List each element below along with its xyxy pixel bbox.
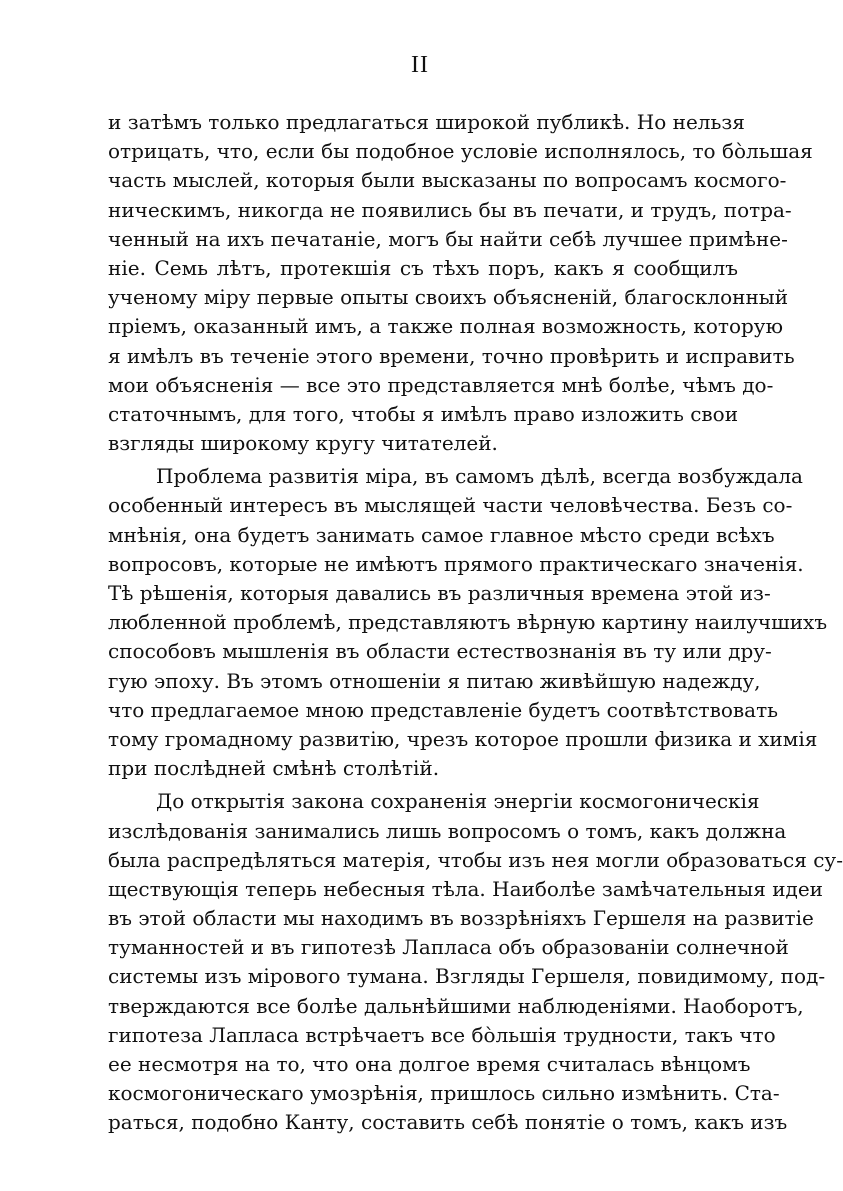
text-line: До открытія закона сохраненія энергіи космогоническія [156,789,760,814]
text-line: раться, подобно Канту, составить себѣ понятіе о томъ, какъ изъ [108,1110,788,1135]
text-line: гипотеза Лапласа встрѣчаетъ все бо̀льшія трудности, такъ что [108,1022,776,1047]
page-number: II [411,52,429,78]
text-line: космогоническаго умозрѣнія, пришлось сильно измѣнить. Ста- [108,1081,780,1106]
text-line: была распредѣляться матерія, чтобы изъ нея могли образоваться су- [108,847,843,872]
text-line: тому громадному развитію, чрезъ которое прошли физика и химія [108,726,818,751]
text-line: взгляды широкому кругу читателей. [108,431,498,456]
text-line: пріемъ, оказанный имъ, а также полная возможность, которую [108,314,783,339]
text-line: тверждаются все болѣе дальнѣйшими наблюденіями. Наоборотъ, [108,993,804,1018]
text-line: ническимъ, никогда не появились бы въ печати, и трудъ, потра- [108,197,792,222]
text-line: ществующія теперь небесныя тѣла. Наиболѣе замѣчательныя идеи [108,876,824,901]
text-line: мнѣнія, она будетъ занимать самое главное мѣсто среди всѣхъ [108,522,775,547]
text-line: системы изъ мірового тумана. Взгляды Гершеля, повидимому, под- [108,964,826,989]
text-line: статочнымъ, для того, чтобы я имѣлъ право изложить свои [108,401,739,426]
text-line: вопросовъ, которые не имѣютъ прямого практическаго значенія. [108,551,804,576]
text-line: часть мыслей, которыя были высказаны по вопросамъ космого- [108,168,787,193]
text-line: ченный на ихъ печатаніе, могъ бы найти себѣ лучшее примѣне- [108,226,788,251]
text-line: и затѣмъ только предлагаться широкой публикѣ. Но нельзя [108,110,745,134]
paragraph [108,462,828,783]
text-line: ученому міру первые опыты своихъ объясненій, благосклонный [108,285,789,310]
text-line: я имѣлъ въ теченіе этого времени, точно провѣрить и исправить [108,343,795,368]
text-line: что предлагаемое мною представленіе будетъ соотвѣтствовать [108,697,779,722]
body-text [108,108,843,1142]
text-line: Тѣ рѣшенія, которыя давались въ различныя времена этой из- [108,581,771,605]
text-line: изслѣдованія занимались лишь вопросомъ о томъ, какъ должна [108,818,787,843]
text-line: туманностей и въ гипотезѣ Лапласа объ образованіи солнечной [108,935,789,960]
text-line: ее несмотря на то, что она долгое время считалась вѣнцомъ [108,1052,751,1076]
text-line: въ этой области мы находимъ въ воззрѣніяхъ Гершеля на развитіе [108,906,814,931]
text-line: Проблема развитія міра, въ самомъ дѣлѣ, всегда возбуждала [156,464,803,489]
text-line: при послѣдней смѣнѣ столѣтій. [108,756,440,781]
text-line: гую эпоху. Въ этомъ отношеніи я питаю живѣйшую надежду, [108,668,761,693]
text-line: способовъ мышленія въ области естествознанія въ ту или дру- [108,639,772,664]
text-line: отрицать, что, если бы подобное условіе исполнялось, то бо̀льшая [108,139,813,164]
text-line: ніе. Семь лѣтъ, протекшія съ тѣхъ поръ, какъ я сообщилъ [108,255,738,280]
paragraph [108,108,813,458]
text-line: мои объясненія — все это представляется мнѣ болѣе, чѣмъ до- [108,372,774,397]
paragraph [108,787,843,1137]
text-line: любленной проблемѣ, представляютъ вѣрную картину наилучшихъ [108,610,828,635]
text-line: особенный интересъ въ мыслящей части человѣчества. Безъ со- [108,493,793,518]
